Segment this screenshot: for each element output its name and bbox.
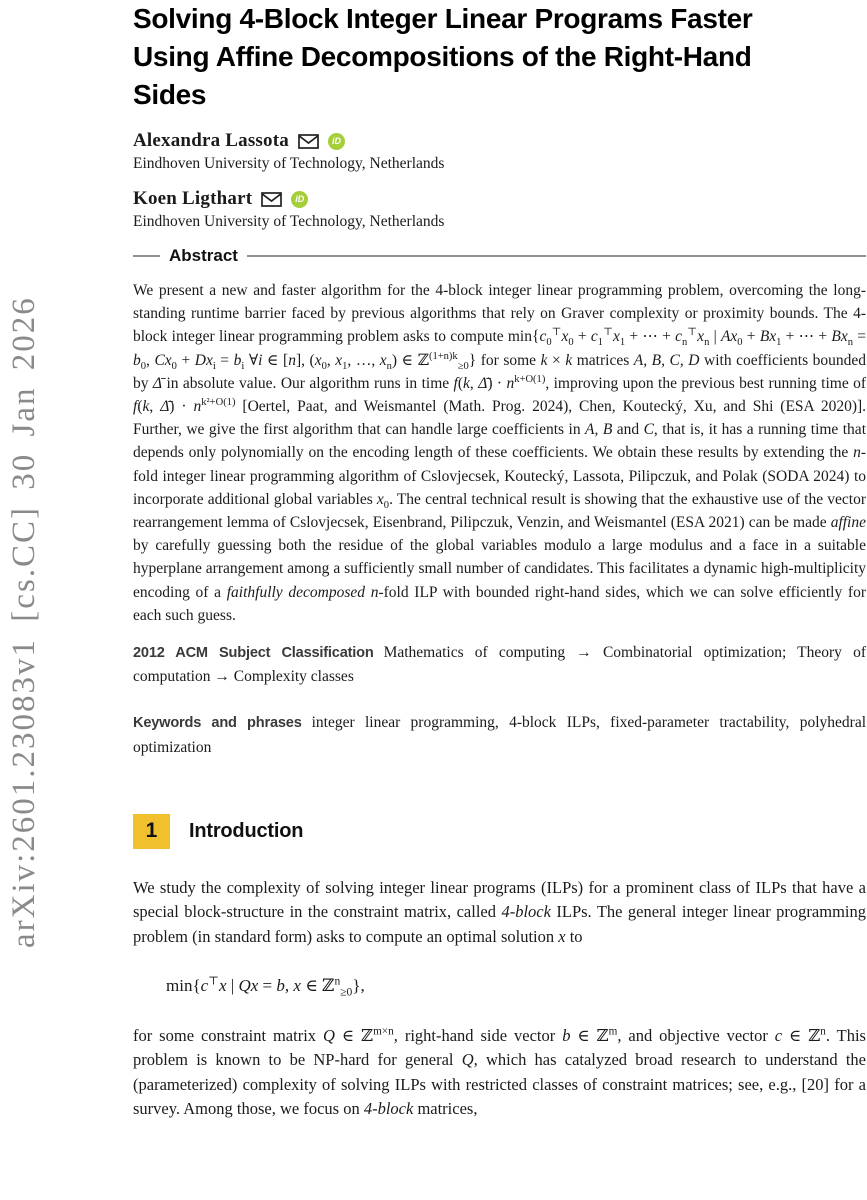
section-title: Introduction (189, 819, 304, 842)
paper-title-line: Solving 4-Block Integer Linear Programs Faster (133, 3, 753, 34)
abstract-header (133, 246, 866, 266)
section-heading (133, 814, 866, 849)
keywords-text: integer linear programming, 4-block ILPs, fixed-parameter tractability, polyhedral optimization (133, 714, 867, 756)
author-block (133, 130, 866, 152)
display-equation: min{c⊤x | Qx = b, x ∈ ℤ$^n_{\ge 0}$}, (166, 973, 365, 999)
keywords-label: Keywords and phrases (133, 715, 302, 732)
acm-classification-label: 2012 ACM Subject Classification (133, 645, 374, 662)
abstract-rule-right (247, 255, 866, 257)
author-affiliation: Eindhoven University of Technology, Netherlands (133, 155, 445, 172)
paper-title-line: Using Affine Decompositions of the Right-Hand (133, 41, 752, 72)
abstract-text: We present a new and faster algorithm for the 4-block integer linear programming problem, overcoming the long-standing runtime barrier faced by previous algorithms that rely on Graver complexity or proximity bounds. The 4-block integer linear programming problem asks to compute $\min\{c_0^⊤x_0 + c_1^⊤x_1$ + ⋯ + $c_n^⊤x_n$ | $Ax_0 + Bx_1$ + ⋯ + $Bx_n = b_0$, $Cx_0 + Dx_i = b_i$ ∀i ∈ [n], ($x_0$, $x_1$, …, $x_n$) ∈ ℤ$^{(1+n)k}_{\ge 0}$} for some k × k matrices A, B, C, D with coefficients bounded by Δ̄ in absolute value. Our algorithm runs in time f(k, Δ̄) · $n^{k+O(1)}$, improving upon the previous best running time of f(k, Δ̄) · $n^{k^2+O(1)}$ [Oertel, Paat, and Weismantel (Math. Prog. 2024), Chen, Koutecký, Xu, and Shi (ESA 2020)]. Further, we give the first algorithm that can handle large coefficients in A, B and C, that is, it has a running time that depends only polynomially on the encoding length of these coefficients. We obtain these results by extending the n-fold integer linear programming algorithm of Cslovjecsek, Koutecký, Lassota, Pilipczuk, and Polak (SODA 2024) to incorporate additional global variables $x_0$. The central technical result is showing that the exhaustive use of the vector rearrangement lemma of Cslovjecsek, Eisenbrand, Pilipczuk, Venzin, and Weismantel (ESA 2021) can be made affine by carefully guessing both the residue of the global variables modulo a large modulus and a face in a suitable hyperplane arrangement among a sufficiently small number of candidates. This facilitates a dynamic high-multiplicity encoding of a faithfully decomposed n-fold ILP with bounded right-hand sides, which we can solve efficiently for each such guess. (133, 282, 867, 624)
acm-classification (133, 641, 866, 688)
section-number: 1 (133, 814, 170, 849)
author-name: Alexandra Lassota (133, 130, 289, 151)
intro-paragraph-2: for some constraint matrix Q ∈ ℤ$^{m\times n}$, right-hand side vector b ∈ ℤ$^m$, and objective vector c ∈ ℤ$^n$. This problem is known to be NP-hard for general Q, which has catalyzed broad research to understand the (parameterized) complexity of solving ILPs with restricted classes of constraint matrices; see, e.g., [20] for a survey. Among those, we focus on 4-block matrices, (133, 1025, 867, 1119)
orcid-icon[interactable]: iD (291, 191, 308, 208)
paper-title (133, 0, 866, 114)
orcid-icon[interactable]: iD (328, 133, 345, 150)
paper-title-line: Sides (133, 79, 207, 110)
abstract-label: Abstract (169, 246, 238, 265)
author-name: Koen Ligthart (133, 188, 253, 209)
email-icon[interactable] (298, 134, 319, 149)
intro-paragraph-1: We study the complexity of solving integer linear programs (ILPs) for a prominent class of ILPs that have a special block-structure in the constraint matrix, called 4-block ILPs. The general integer linear programming problem (in standard form) asks to compute an optimal solution x to (133, 877, 866, 947)
keywords (133, 711, 866, 758)
paper-content (133, 0, 866, 1122)
author-affiliation: Eindhoven University of Technology, Netherlands (133, 213, 445, 230)
email-icon[interactable] (261, 192, 282, 207)
arxiv-watermark: arXiv:2601.23083v1 [cs.CC] 30 Jan 2026 (6, 296, 42, 948)
abstract-rule-left (133, 255, 160, 257)
acm-classification-text: Mathematics of computing → Combinatorial optimization; Theory of computation → Complexity classes (133, 644, 866, 686)
author-block (133, 188, 866, 210)
